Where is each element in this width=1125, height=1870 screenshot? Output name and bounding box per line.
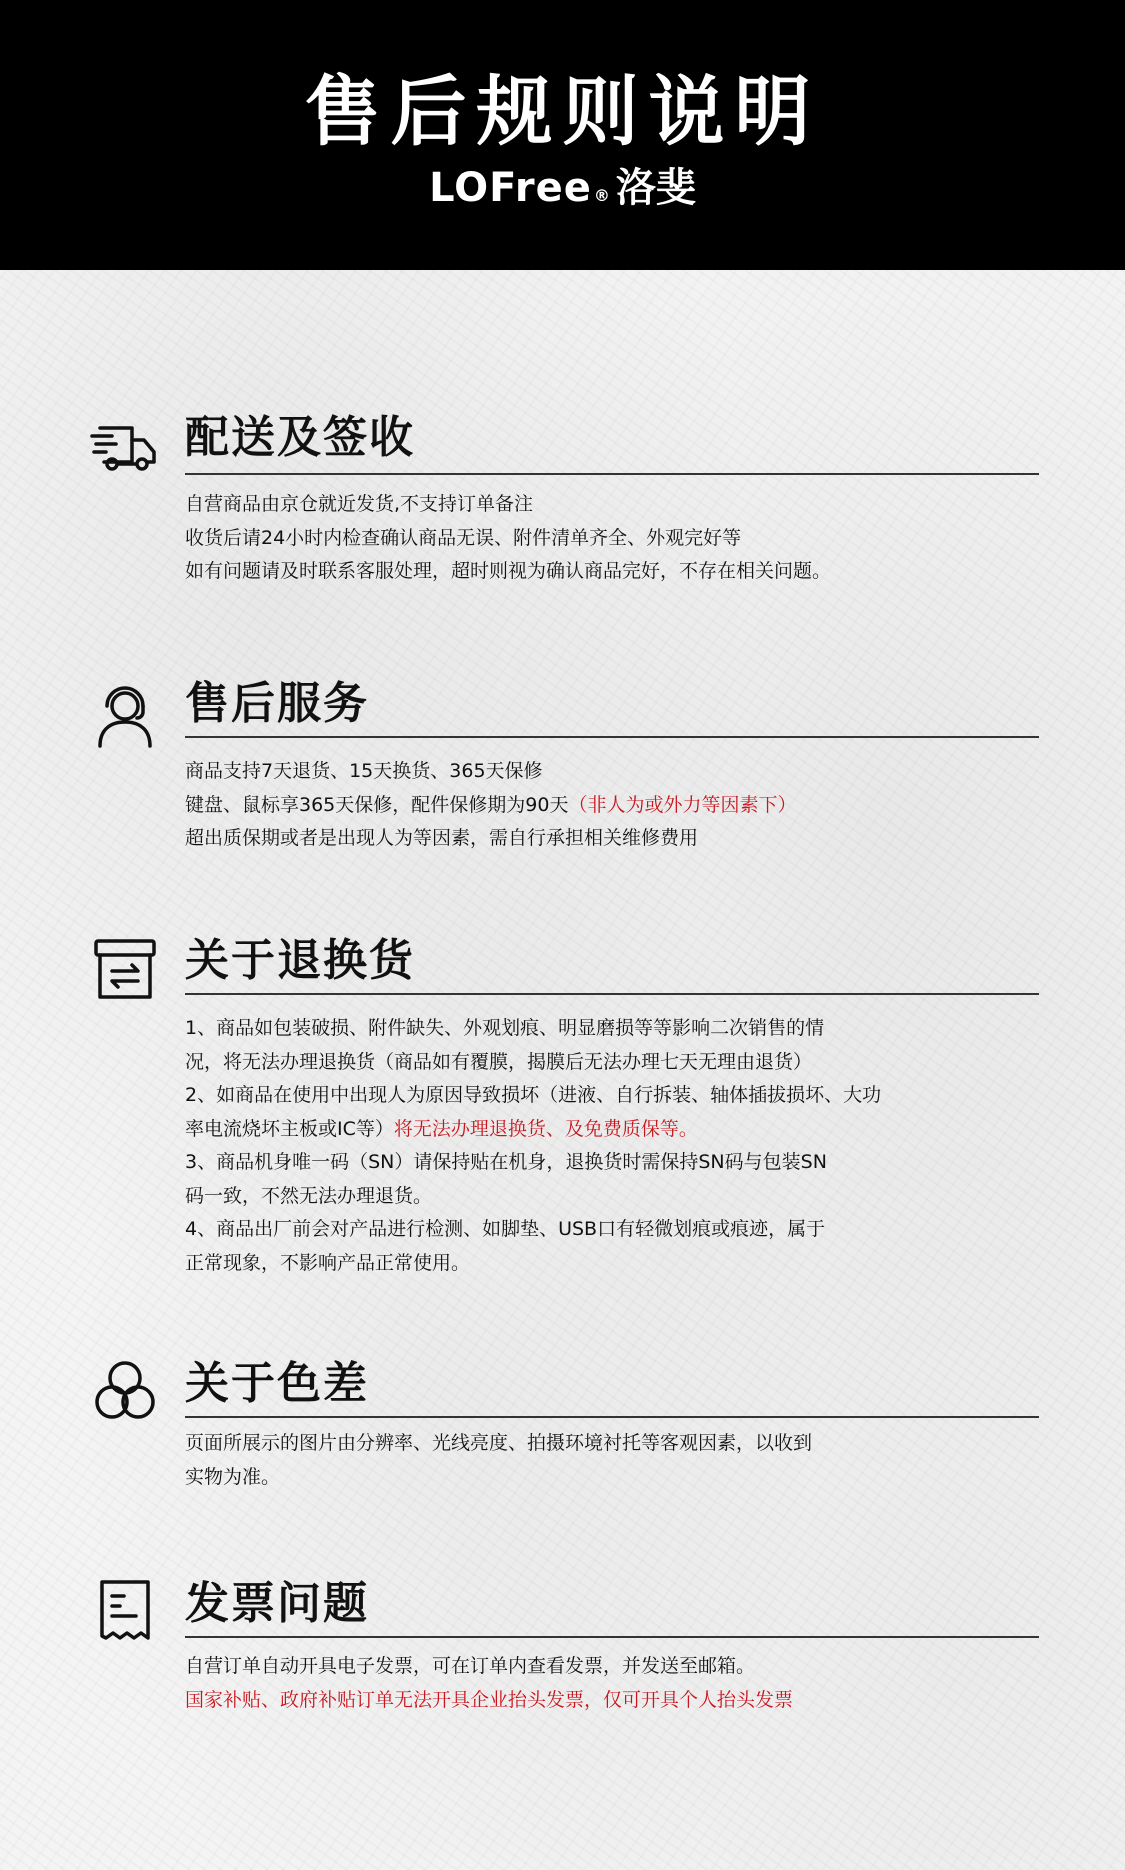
section-divider xyxy=(185,736,1039,738)
section-divider xyxy=(185,1636,1039,1638)
brand-logo xyxy=(0,164,1125,220)
body-line: 码一致，不然无法办理退货。 xyxy=(185,1184,433,1207)
body-line: 率电流烧坏主板或IC等）将无法办理退换货、及免费质保等。 xyxy=(185,1117,698,1140)
body-line: 1、商品如包装破损、附件缺失、外观划痕、明显磨损等等影响二次销售的情 xyxy=(185,1017,825,1039)
section-body xyxy=(185,1427,1045,1494)
delivery-truck-icon xyxy=(90,412,160,482)
brand-latin: LOFree xyxy=(429,165,592,211)
page-header xyxy=(0,0,1125,270)
body-line: 3、商品机身唯一码（SN）请保持贴在机身，退换货时需保持SN码与包装SN xyxy=(185,1151,827,1173)
body-line: 商品支持7天退货、15天换货、365天保修 xyxy=(185,760,543,782)
section-title: 关于退换货 xyxy=(185,935,415,986)
body-line: 实物为准。 xyxy=(185,1465,281,1488)
section-divider xyxy=(185,993,1039,995)
section-title: 发票问题 xyxy=(185,1578,369,1629)
return-box-icon xyxy=(90,935,160,1005)
section-title: 售后服务 xyxy=(185,678,369,729)
page-title: 售后规则说明 xyxy=(304,67,821,156)
body-line: 2、如商品在使用中出现人为原因导致损坏（进液、自行拆装、轴体插拔损坏、大功 xyxy=(185,1084,882,1106)
body-line: 超出质保期或者是出现人为等因素，需自行承担相关维修费用 xyxy=(185,827,699,849)
color-circles-icon xyxy=(90,1356,160,1426)
body-line: 如有问题请及时联系客服处理，超时则视为确认商品完好，不存在相关问题。 xyxy=(185,560,832,582)
invoice-receipt-icon xyxy=(90,1576,160,1646)
section-divider xyxy=(185,473,1039,475)
body-line: 自营订单自动开具电子发票，可在订单内查看发票，并发送至邮箱。 xyxy=(185,1655,756,1677)
section-title: 关于色差 xyxy=(185,1358,369,1409)
section-body xyxy=(185,755,1045,856)
body-line: 键盘、鼠标享365天保修，配件保修期为90天（非人为或外力等因素下） xyxy=(185,793,797,816)
brand-registered-mark: ® xyxy=(593,186,610,205)
section-title: 配送及签收 xyxy=(185,412,415,463)
section-body xyxy=(185,488,1045,589)
brand-chinese: 洛斐 xyxy=(615,165,696,211)
section-body xyxy=(185,1650,1045,1717)
body-line: 正常现象，不影响产品正常使用。 xyxy=(185,1251,471,1274)
body-line: 况，将无法办理退换货（商品如有覆膜，揭膜后无法办理七天无理由退货） xyxy=(185,1050,813,1073)
body-line: 收货后请24小时内检查确认商品无误、附件清单齐全、外观完好等 xyxy=(185,526,742,549)
section-body xyxy=(185,1012,1045,1280)
customer-service-icon xyxy=(90,680,160,750)
body-line: 4、商品出厂前会对产品进行检测、如脚垫、USB口有轻微划痕或痕迹，属于 xyxy=(185,1218,826,1240)
section-divider xyxy=(185,1416,1039,1418)
body-line: 国家补贴、政府补贴订单无法开具企业抬头发票，仅可开具个人抬头发票 xyxy=(185,1688,794,1711)
body-line: 自营商品由京仓就近发货,不支持订单备注 xyxy=(185,493,534,515)
body-line: 页面所展示的图片由分辨率、光线亮度、拍摄环境衬托等客观因素，以收到 xyxy=(185,1432,813,1454)
